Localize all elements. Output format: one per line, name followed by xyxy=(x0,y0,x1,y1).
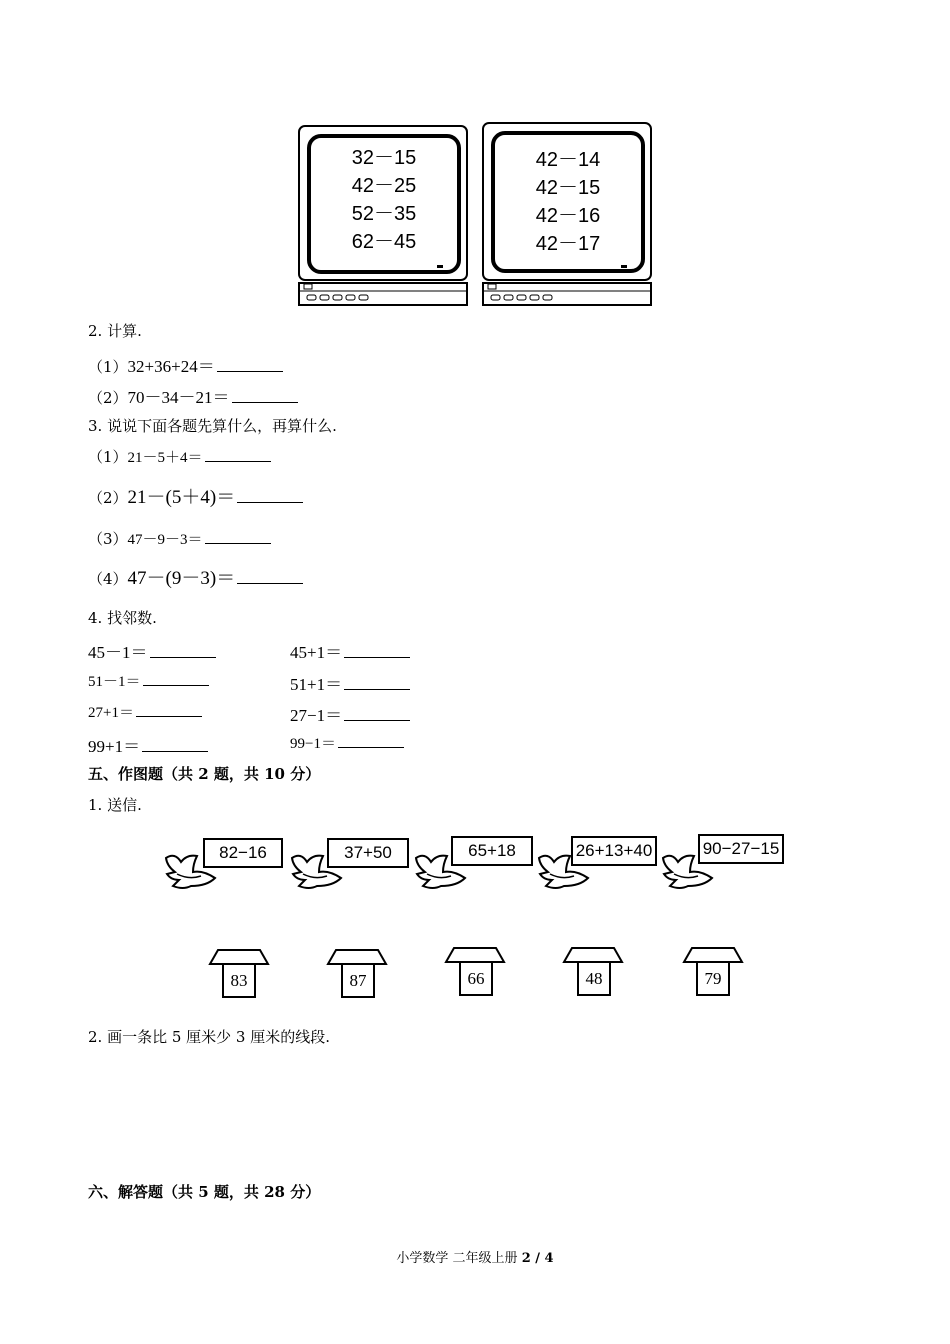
item-number: （4） xyxy=(88,570,128,588)
bird-letter-1[interactable] xyxy=(163,838,285,892)
house-number: 87 xyxy=(341,963,375,998)
monitor-line: 32－15 xyxy=(351,147,417,169)
letter-label: 90−27−15 xyxy=(698,834,784,864)
item-expr: 21－5＋4＝ xyxy=(127,450,203,466)
answer-blank[interactable] xyxy=(205,529,271,544)
item-expr: 45+1＝ xyxy=(290,643,343,662)
monitor-line: 42－17 xyxy=(535,233,601,255)
q2-item-2 xyxy=(88,383,298,408)
q4-right-2 xyxy=(290,670,410,695)
item-expr: 45－1＝ xyxy=(88,643,148,662)
item-expr: 32+36+24＝ xyxy=(127,357,215,376)
item-number: （3） xyxy=(88,530,128,548)
q3-item-4 xyxy=(88,563,303,590)
q4-left-2 xyxy=(88,670,209,691)
house-1[interactable] xyxy=(208,948,270,1000)
monitor-left-text xyxy=(309,144,459,256)
item-expr: 21－(5＋4)＝ xyxy=(127,487,236,508)
item-expr: 47－9－3＝ xyxy=(127,532,203,548)
item-expr: 99+1＝ xyxy=(88,737,141,756)
monitor-line: 42－16 xyxy=(535,205,601,227)
answer-blank[interactable] xyxy=(237,569,303,584)
q4-right-4 xyxy=(290,732,404,753)
monitor-right-text xyxy=(493,146,643,258)
q4-right-1 xyxy=(290,638,410,663)
answer-blank[interactable] xyxy=(136,702,202,717)
letter-label: 82−16 xyxy=(203,838,283,868)
answer-blank[interactable] xyxy=(237,488,303,503)
house-5[interactable] xyxy=(682,946,744,998)
q3-heading: 3. 说说下面各题先算什么，再算什么. xyxy=(88,417,337,435)
q4-right-3 xyxy=(290,701,410,726)
page-number: 2 / 4 xyxy=(521,1251,554,1266)
bird-letter-2[interactable] xyxy=(289,838,411,892)
item-number: （1） xyxy=(88,358,128,376)
answer-blank[interactable] xyxy=(344,706,410,721)
q3-item-1 xyxy=(88,446,271,467)
answer-blank[interactable] xyxy=(142,737,208,752)
house-number: 79 xyxy=(696,961,730,996)
q2-item-1 xyxy=(88,352,283,377)
house-number: 66 xyxy=(459,961,493,996)
house-2[interactable] xyxy=(326,948,388,1000)
page-footer xyxy=(0,1247,950,1266)
monitor-line: 52－35 xyxy=(351,203,417,225)
answer-blank[interactable] xyxy=(143,671,209,686)
section5-q2: 2. 画一条比 5 厘米少 3 厘米的线段. xyxy=(88,1028,331,1046)
q4-left-3 xyxy=(88,701,202,722)
answer-blank[interactable] xyxy=(344,675,410,690)
house-number: 48 xyxy=(577,961,611,996)
bird-letter-3[interactable] xyxy=(413,836,535,890)
q3-item-2 xyxy=(88,482,303,509)
house-number: 83 xyxy=(222,963,256,998)
letter-label: 37+50 xyxy=(327,838,409,868)
answer-blank[interactable] xyxy=(232,388,298,403)
monitor-line: 62－45 xyxy=(351,231,417,253)
section6-heading: 六、解答题（共 5 题，共 28 分） xyxy=(88,1183,321,1201)
item-expr: 47－(9－3)＝ xyxy=(127,568,236,589)
item-number: （2） xyxy=(88,489,128,507)
section5-q1: 1. 送信. xyxy=(88,796,142,814)
house-3[interactable] xyxy=(444,946,506,998)
letter-label: 26+13+40 xyxy=(571,836,657,866)
item-expr: 99−1＝ xyxy=(290,736,336,752)
bird-letter-4[interactable] xyxy=(536,836,660,890)
monitor-line: 42－25 xyxy=(351,175,417,197)
answer-blank[interactable] xyxy=(338,733,404,748)
item-expr: 27−1＝ xyxy=(290,706,343,725)
monitor-left xyxy=(298,125,469,307)
item-number: （2） xyxy=(88,389,128,407)
item-expr: 27+1＝ xyxy=(88,705,134,721)
q3-item-3 xyxy=(88,528,271,549)
item-expr: 51+1＝ xyxy=(290,675,343,694)
house-4[interactable] xyxy=(562,946,624,998)
monitor-right xyxy=(482,122,653,307)
answer-blank[interactable] xyxy=(205,447,271,462)
answer-blank[interactable] xyxy=(217,357,283,372)
q4-left-1 xyxy=(88,638,216,663)
footer-text: 小学数学 二年级上册 xyxy=(396,1251,522,1266)
bird-letter-5[interactable] xyxy=(660,834,786,888)
item-expr: 51－1＝ xyxy=(88,674,141,690)
monitor-line: 42－15 xyxy=(535,177,601,199)
q4-heading: 4. 找邻数. xyxy=(88,609,157,627)
q4-left-4 xyxy=(88,732,208,757)
item-number: （1） xyxy=(88,448,128,466)
letter-label: 65+18 xyxy=(451,836,533,866)
q2-heading: 2. 计算. xyxy=(88,322,142,340)
answer-blank[interactable] xyxy=(344,643,410,658)
monitor-line: 42－14 xyxy=(535,149,601,171)
section5-heading: 五、作图题（共 2 题，共 10 分） xyxy=(88,765,321,783)
answer-blank[interactable] xyxy=(150,643,216,658)
item-expr: 70－34－21＝ xyxy=(127,388,230,407)
